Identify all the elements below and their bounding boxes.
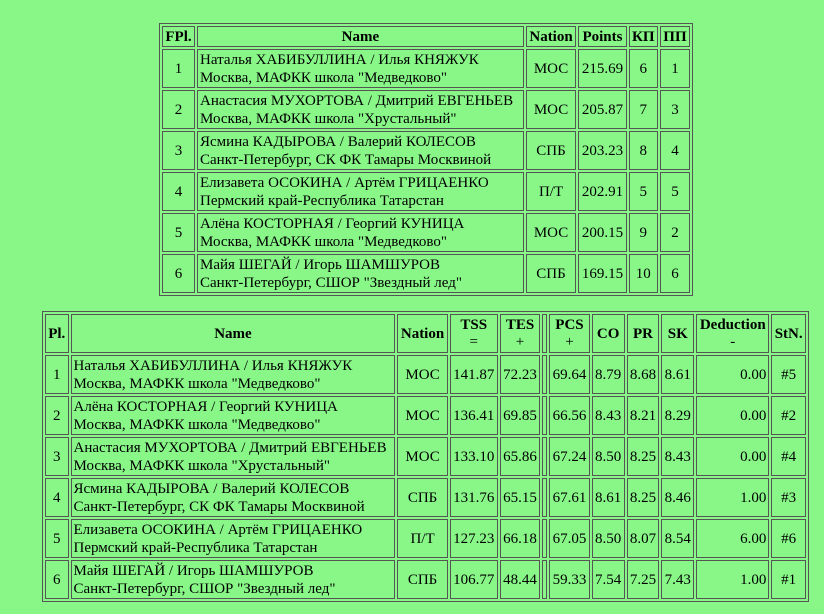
sk-cell: 8.43 bbox=[661, 437, 694, 476]
start-number-cell: #3 bbox=[771, 478, 806, 517]
pair-name-cell bbox=[197, 90, 524, 129]
header-pp: ПП bbox=[660, 26, 690, 47]
start-number-cell: #4 bbox=[771, 437, 806, 476]
nation-cell: МОС bbox=[526, 49, 577, 88]
club-name: Москва, МАФКК школа "Медведково" bbox=[200, 233, 448, 250]
co-cell: 8.50 bbox=[592, 437, 625, 476]
kp-cell: 10 bbox=[629, 254, 658, 293]
table-row bbox=[45, 519, 806, 558]
co-cell: 8.61 bbox=[592, 478, 625, 517]
pair-names: Анастасия МУХОРТОВА / Дмитрий ЕВГЕНЬЕВ bbox=[200, 92, 514, 109]
table-row bbox=[45, 437, 806, 476]
pair-names: Наталья ХАБИБУЛЛИНА / Илья КНЯЖУК bbox=[200, 51, 479, 68]
club-name: Санкт-Петербург, СК ФК Тамары Москвиной bbox=[200, 151, 492, 168]
place-cell: 5 bbox=[45, 519, 69, 558]
pr-cell: 8.68 bbox=[627, 355, 660, 394]
kp-cell: 5 bbox=[629, 172, 658, 211]
separator-cell bbox=[542, 437, 547, 476]
header-pr: PR bbox=[627, 314, 660, 353]
sk-cell: 8.29 bbox=[661, 396, 694, 435]
place-cell: 1 bbox=[45, 355, 69, 394]
pair-names: Елизавета ОСОКИНА / Артём ГРИЦАЕНКО bbox=[200, 174, 489, 191]
pair-names: Ясмина КАДЫРОВА / Валерий КОЛЕСОВ bbox=[200, 133, 476, 150]
final-header-row bbox=[162, 26, 690, 47]
header-tss: TSS = bbox=[450, 314, 498, 353]
pair-name-cell bbox=[71, 519, 396, 558]
header-name: Name bbox=[71, 314, 396, 353]
pair-name-cell bbox=[197, 254, 524, 293]
co-cell: 7.54 bbox=[592, 560, 625, 599]
header-nation: Nation bbox=[397, 314, 447, 353]
tes-cell: 48.44 bbox=[500, 560, 540, 599]
nation-cell: СПБ bbox=[397, 478, 447, 517]
pcs-cell: 69.64 bbox=[549, 355, 589, 394]
points-cell: 205.87 bbox=[578, 90, 626, 129]
separator-cell bbox=[542, 396, 547, 435]
pair-names: Майя ШЕГАЙ / Игорь ШАМШУРОВ bbox=[200, 256, 440, 273]
table-row bbox=[45, 355, 806, 394]
club-name: Москва, МАФКК школа "Медведково" bbox=[73, 375, 321, 392]
pair-name-cell bbox=[71, 396, 396, 435]
pr-cell: 8.25 bbox=[627, 478, 660, 517]
club-name: Санкт-Петербург, СК ФК Тамары Москвиной bbox=[73, 498, 365, 515]
deduction-cell: 0.00 bbox=[696, 355, 769, 394]
final-results-table bbox=[159, 23, 693, 296]
nation-cell: СПБ bbox=[397, 560, 447, 599]
tes-cell: 72.23 bbox=[500, 355, 540, 394]
co-cell: 8.50 bbox=[592, 519, 625, 558]
sk-cell: 8.54 bbox=[661, 519, 694, 558]
table-row bbox=[162, 172, 690, 211]
pair-name-cell bbox=[197, 131, 524, 170]
club-name: Москва, МАФКК школа "Медведково" bbox=[200, 69, 448, 86]
start-number-cell: #6 bbox=[771, 519, 806, 558]
header-place: FPl. bbox=[162, 26, 195, 47]
table-row bbox=[45, 560, 806, 599]
separator-cell bbox=[542, 519, 547, 558]
nation-cell: П/Т bbox=[397, 519, 447, 558]
pair-names: Наталья ХАБИБУЛЛИНА / Илья КНЯЖУК bbox=[73, 357, 353, 374]
kp-cell: 8 bbox=[629, 131, 658, 170]
kp-cell: 7 bbox=[629, 90, 658, 129]
points-cell: 215.69 bbox=[578, 49, 626, 88]
tes-cell: 69.85 bbox=[500, 396, 540, 435]
tss-cell: 131.76 bbox=[450, 478, 498, 517]
club-name: Пермский край-Республика Татарстан bbox=[200, 192, 444, 209]
table-row bbox=[162, 49, 690, 88]
deduction-cell: 1.00 bbox=[696, 478, 769, 517]
header-deduction: Deduction - bbox=[696, 314, 769, 353]
deduction-cell: 6.00 bbox=[696, 519, 769, 558]
pcs-cell: 59.33 bbox=[549, 560, 589, 599]
table-row bbox=[162, 254, 690, 293]
place-cell: 2 bbox=[45, 396, 69, 435]
tes-cell: 66.18 bbox=[500, 519, 540, 558]
pair-name-cell bbox=[71, 560, 396, 599]
deduction-cell: 1.00 bbox=[696, 560, 769, 599]
deduction-cell: 0.00 bbox=[696, 396, 769, 435]
club-name: Москва, МАФКК школа "Хрустальный" bbox=[73, 457, 330, 474]
place-cell: 3 bbox=[162, 131, 195, 170]
tss-cell: 106.77 bbox=[450, 560, 498, 599]
header-nation: Nation bbox=[526, 26, 577, 47]
points-cell: 202.91 bbox=[578, 172, 626, 211]
place-cell: 4 bbox=[162, 172, 195, 211]
deduction-cell: 0.00 bbox=[696, 437, 769, 476]
club-name: Пермский край-Республика Татарстан bbox=[73, 539, 318, 556]
nation-cell: МОС bbox=[397, 396, 447, 435]
table-row bbox=[45, 396, 806, 435]
place-cell: 4 bbox=[45, 478, 69, 517]
points-cell: 200.15 bbox=[578, 213, 626, 252]
nation-cell: МОС bbox=[397, 437, 447, 476]
header-start-number: StN. bbox=[771, 314, 806, 353]
points-cell: 203.23 bbox=[578, 131, 626, 170]
place-cell: 1 bbox=[162, 49, 195, 88]
pair-name-cell bbox=[71, 478, 396, 517]
table-row bbox=[45, 478, 806, 517]
pair-names: Алёна КОСТОРНАЯ / Георгий КУНИЦА bbox=[73, 398, 338, 415]
pcs-cell: 67.05 bbox=[549, 519, 589, 558]
kp-cell: 9 bbox=[629, 213, 658, 252]
pcs-cell: 66.56 bbox=[549, 396, 589, 435]
separator-cell bbox=[542, 560, 547, 599]
table-row bbox=[162, 213, 690, 252]
pcs-cell: 67.24 bbox=[549, 437, 589, 476]
tes-cell: 65.15 bbox=[500, 478, 540, 517]
separator-column bbox=[542, 314, 547, 353]
nation-cell: МОС bbox=[397, 355, 447, 394]
nation-cell: МОС bbox=[526, 213, 577, 252]
club-name: Санкт-Петербург, СШОР "Звездный лед" bbox=[73, 580, 336, 597]
pcs-cell: 67.61 bbox=[549, 478, 589, 517]
sk-cell: 8.46 bbox=[661, 478, 694, 517]
place-cell: 5 bbox=[162, 213, 195, 252]
separator-cell bbox=[542, 355, 547, 394]
sk-cell: 7.43 bbox=[661, 560, 694, 599]
pr-cell: 8.25 bbox=[627, 437, 660, 476]
pr-cell: 7.25 bbox=[627, 560, 660, 599]
pp-cell: 2 bbox=[660, 213, 690, 252]
start-number-cell: #5 bbox=[771, 355, 806, 394]
pair-name-cell bbox=[197, 49, 524, 88]
place-cell: 6 bbox=[162, 254, 195, 293]
pair-name-cell bbox=[197, 172, 524, 211]
tss-cell: 136.41 bbox=[450, 396, 498, 435]
pp-cell: 3 bbox=[660, 90, 690, 129]
start-number-cell: #1 bbox=[771, 560, 806, 599]
pair-names: Ясмина КАДЫРОВА / Валерий КОЛЕСОВ bbox=[73, 480, 350, 497]
tes-cell: 65.86 bbox=[500, 437, 540, 476]
pair-names: Майя ШЕГАЙ / Игорь ШАМШУРОВ bbox=[73, 562, 314, 579]
nation-cell: СПБ bbox=[526, 254, 577, 293]
nation-cell: П/Т bbox=[526, 172, 577, 211]
pair-name-cell bbox=[197, 213, 524, 252]
header-tes: TES + bbox=[500, 314, 540, 353]
header-place: Pl. bbox=[45, 314, 69, 353]
pr-cell: 8.21 bbox=[627, 396, 660, 435]
header-sk: SK bbox=[661, 314, 694, 353]
tss-cell: 141.87 bbox=[450, 355, 498, 394]
table-row bbox=[162, 90, 690, 129]
place-cell: 6 bbox=[45, 560, 69, 599]
pp-cell: 5 bbox=[660, 172, 690, 211]
final-results-body bbox=[162, 49, 690, 293]
pp-cell: 1 bbox=[660, 49, 690, 88]
club-name: Москва, МАФКК школа "Хрустальный" bbox=[200, 110, 457, 127]
pair-name-cell bbox=[71, 355, 396, 394]
tss-cell: 133.10 bbox=[450, 437, 498, 476]
pair-names: Анастасия МУХОРТОВА / Дмитрий ЕВГЕНЬЕВ bbox=[73, 439, 387, 456]
start-number-cell: #2 bbox=[771, 396, 806, 435]
header-name: Name bbox=[197, 26, 524, 47]
segment-results-table bbox=[42, 311, 809, 602]
segment-header-row bbox=[45, 314, 806, 353]
co-cell: 8.43 bbox=[592, 396, 625, 435]
nation-cell: МОС bbox=[526, 90, 577, 129]
header-points: Points bbox=[578, 26, 626, 47]
co-cell: 8.79 bbox=[592, 355, 625, 394]
place-cell: 2 bbox=[162, 90, 195, 129]
header-pcs: PCS + bbox=[549, 314, 589, 353]
pair-name-cell bbox=[71, 437, 396, 476]
pr-cell: 8.07 bbox=[627, 519, 660, 558]
header-kp: КП bbox=[629, 26, 658, 47]
nation-cell: СПБ bbox=[526, 131, 577, 170]
pp-cell: 6 bbox=[660, 254, 690, 293]
kp-cell: 6 bbox=[629, 49, 658, 88]
points-cell: 169.15 bbox=[578, 254, 626, 293]
pp-cell: 4 bbox=[660, 131, 690, 170]
place-cell: 3 bbox=[45, 437, 69, 476]
segment-results-body bbox=[45, 355, 806, 599]
tss-cell: 127.23 bbox=[450, 519, 498, 558]
pair-names: Елизавета ОСОКИНА / Артём ГРИЦАЕНКО bbox=[73, 521, 363, 538]
header-co: CO bbox=[592, 314, 625, 353]
pair-names: Алёна КОСТОРНАЯ / Георгий КУНИЦА bbox=[200, 215, 465, 232]
sk-cell: 8.61 bbox=[661, 355, 694, 394]
separator-cell bbox=[542, 478, 547, 517]
club-name: Москва, МАФКК школа "Медведково" bbox=[73, 416, 321, 433]
table-row bbox=[162, 131, 690, 170]
club-name: Санкт-Петербург, СШОР "Звездный лед" bbox=[200, 274, 462, 291]
